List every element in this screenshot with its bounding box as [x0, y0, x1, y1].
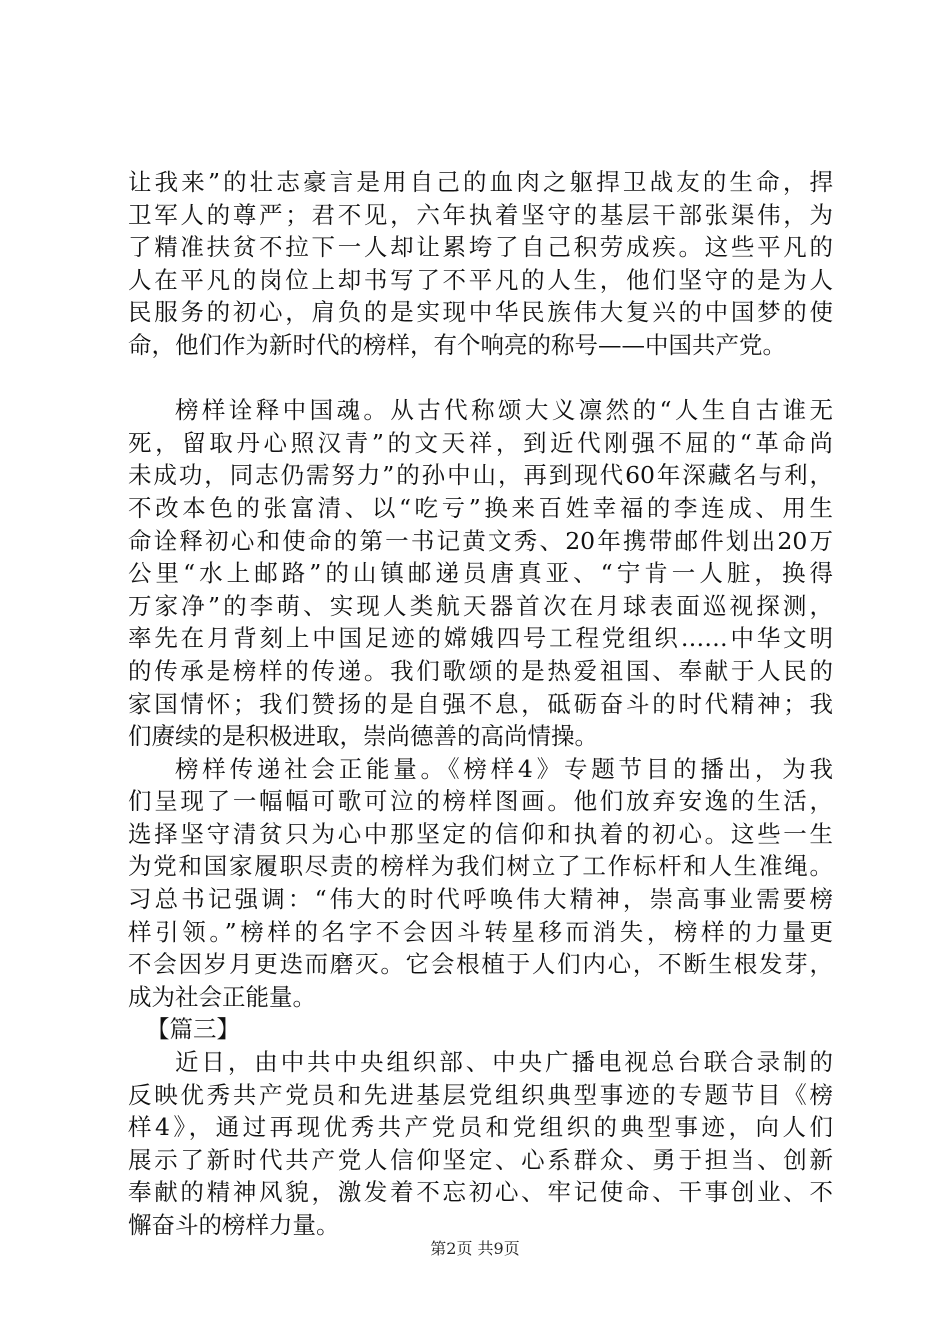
paragraph-recent [128, 1046, 833, 1242]
text-line: 命诠释初心和使命的第一书记黄文秀、20年携带邮件划出20万 [128, 526, 833, 555]
paragraph-energy [128, 753, 833, 1014]
text-line: 万家净”的李萌、实现人类航天器首次在月球表面巡视探测， [128, 591, 833, 620]
text-line: 民服务的初心，肩负的是实现中华民族伟大复兴的中国梦的使 [128, 298, 833, 327]
text-line: 让我来”的壮志豪言是用自己的血肉之躯捍卫战友的生命，捍 [128, 168, 833, 196]
text-line: 选择坚守清贫只为心中那坚定的信仰和执着的初心。这些一生 [128, 819, 833, 848]
text-line: 的传承是榜样的传递。我们歌颂的是热爱祖国、奉献于人民的 [128, 656, 833, 685]
text-line: 样4》，通过再现优秀共产党员和党组织的典型事迹，向人们 [128, 1113, 833, 1142]
page-footer [0, 1236, 950, 1259]
text-line: 家国情怀；我们赞扬的是自强不息，砥砺奋斗的时代精神；我 [128, 689, 833, 718]
paragraph-gap [128, 362, 833, 395]
text-line: 榜样传递社会正能量。《榜样4》专题节目的播出，为我 [175, 754, 833, 783]
text-line: 了精准扶贫不拉下一人却让累垮了自己积劳成疾。这些平凡的 [128, 233, 833, 262]
section-heading [128, 1013, 833, 1046]
text-line: 样引领。”榜样的名字不会因斗转星移而消失，榜样的力量更 [128, 917, 833, 946]
text-line: 榜样诠释中国魂。从古代称颂大义凛然的“人生自古谁无 [175, 396, 833, 425]
text-line: 未成功，同志仍需努力”的孙中山，再到现代60年深藏名与利， [128, 461, 833, 490]
text-line: 死，留取丹心照汉青”的文天祥，到近代刚强不屈的“革命尚 [128, 428, 833, 457]
text-line: 们呈现了一幅幅可歌可泣的榜样图画。他们放弃安逸的生活， [128, 787, 833, 816]
text-line: 奉献的精神风貌，激发着不忘初心、牢记使命、干事创业、不 [128, 1178, 833, 1207]
paragraph-soul [128, 394, 833, 753]
text-line: 卫军人的尊严；君不见，六年执着坚守的基层干部张渠伟，为 [128, 200, 833, 229]
text-line: 命，他们作为新时代的榜样，有个响亮的称号——中国共产党。 [128, 330, 786, 359]
text-line: 反映优秀共产党员和先进基层党组织典型事迹的专题节目《榜 [128, 1080, 833, 1109]
text-line: 为党和国家履职尽责的榜样为我们树立了工作标杆和人生准绳。 [128, 852, 833, 881]
text-line: 们赓续的是积极进取，崇尚德善的高尚情操。 [128, 722, 598, 751]
text-line: 展示了新时代共产党人信仰坚定、心系群众、勇于担当、创新 [128, 1145, 833, 1174]
text-line: 公里“水上邮路”的山镇邮递员唐真亚、“宁肯一人脏，换得 [128, 559, 833, 588]
text-line: 率先在月背刻上中国足迹的嫦娥四号工程党组织……中华文明 [128, 624, 833, 653]
text-line: 成为社会正能量。 [128, 982, 316, 1011]
page-number-label: 第2页 共9页 [430, 1239, 520, 1258]
paragraph-continuation [128, 166, 833, 362]
text-line: 不改本色的张富清、以“吃亏”换来百姓幸福的李连成、用生 [128, 493, 833, 522]
text-line: 近日，由中共中央组织部、中央广播电视总台联合录制的 [175, 1048, 833, 1077]
text-line: 习总书记强调：“伟大的时代呼唤伟大精神，崇高事业需要榜 [128, 885, 833, 914]
text-line: 懈奋斗的榜样力量。 [128, 1211, 340, 1239]
text-line: 不会因岁月更迭而磨灭。它会根植于人们内心，不断生根发芽， [128, 950, 833, 979]
text-line: 人在平凡的岗位上却书写了不平凡的人生，他们坚守的是为人 [128, 265, 833, 294]
section-heading-text: 【篇三】 [146, 1015, 240, 1044]
document-body [128, 166, 833, 1242]
